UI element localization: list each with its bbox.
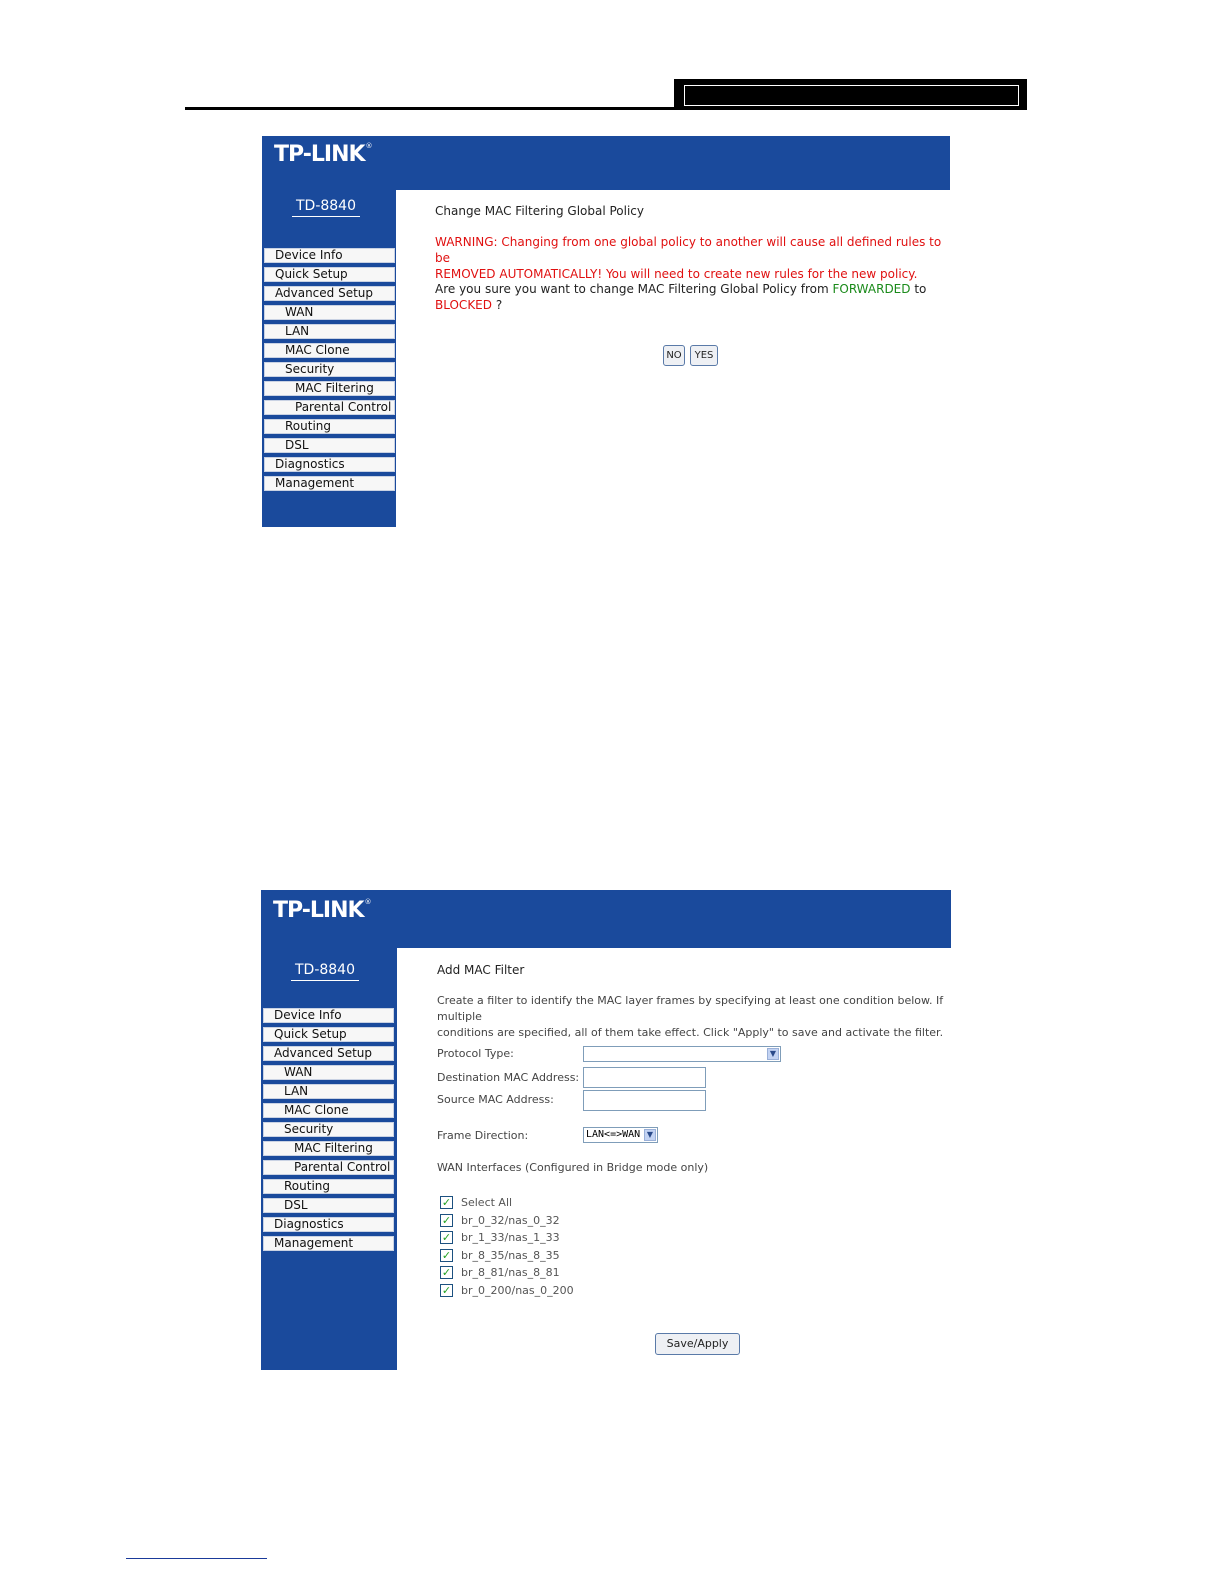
sidebar-item-advanced-setup[interactable]: Advanced Setup [263,1046,394,1061]
top-banner [262,136,950,190]
source-mac-label: Source MAC Address: [437,1093,554,1106]
sidebar-item-mac-clone[interactable]: MAC Clone [263,1103,394,1118]
no-button[interactable]: NO [663,345,685,366]
sidebar-item-lan[interactable]: LAN [264,324,395,339]
frame-direction-select[interactable]: LAN<=>WAN ▼ [583,1127,658,1143]
sidebar [262,190,396,527]
checkbox[interactable] [440,1249,453,1262]
sidebar-item-parental-control[interactable]: Parental Control [264,400,395,415]
to-policy: BLOCKED [435,298,493,312]
sidebar-item-mac-clone[interactable]: MAC Clone [264,343,395,358]
checkmark-icon: ✓ [441,1213,452,1227]
checkbox-label: br_1_33/nas_1_33 [461,1231,560,1244]
destination-mac-input[interactable] [583,1067,706,1088]
tp-link-logo: TP-LINK® [274,142,373,167]
sidebar-item-advanced-setup[interactable]: Advanced Setup [264,286,395,301]
chevron-down-icon: ▼ [767,1048,779,1060]
from-policy: FORWARDED [832,282,911,296]
destination-mac-label: Destination MAC Address: [437,1071,580,1084]
save-apply-button[interactable]: Save/Apply [655,1333,740,1355]
sidebar-item-quick-setup[interactable]: Quick Setup [264,267,395,282]
warning-message: WARNING: Changing from one global policy to another will cause all defined rules to be REMOVED AUTOMATICALLY! You will need to create new rules for the new policy. [435,235,942,281]
sidebar-menu [263,1008,394,1255]
sidebar-item-diagnostics[interactable]: Diagnostics [263,1217,394,1232]
page-header-rule [185,107,1027,110]
checkbox[interactable] [440,1214,453,1227]
checkbox-label: Select All [461,1196,513,1209]
protocol-type-label: Protocol Type: [437,1047,514,1060]
frame-direction-label: Frame Direction: [437,1129,529,1142]
sidebar-item-dsl[interactable]: DSL [263,1198,394,1213]
protocol-type-select[interactable] [583,1046,781,1062]
sidebar-item-wan[interactable]: WAN [263,1065,394,1080]
sidebar-item-lan[interactable]: LAN [263,1084,394,1099]
main-content [397,948,951,1370]
source-mac-input[interactable] [583,1090,706,1111]
sidebar-menu [264,248,395,495]
checkmark-icon: ✓ [441,1266,452,1279]
sidebar-item-management[interactable]: Management [264,476,395,491]
sidebar-item-mac-filtering[interactable]: MAC Filtering [263,1141,394,1156]
checkbox[interactable] [440,1266,453,1279]
chevron-down-icon: ▼ [644,1129,656,1141]
top-banner [261,890,951,948]
checkmark-icon: ✓ [441,1196,452,1209]
sidebar-item-mac-filtering[interactable]: MAC Filtering [264,381,395,396]
page-title: Change MAC Filtering Global Policy [435,204,645,218]
page-title: Add MAC Filter [437,963,525,977]
policy-change-screenshot [262,136,950,527]
sidebar-item-device-info[interactable]: Device Info [263,1008,394,1023]
model-name: TD-8840 [291,962,359,981]
add-mac-filter-screenshot [261,890,951,1370]
page-header-tab [674,79,1027,110]
model-name: TD-8840 [292,198,360,217]
checkbox-label: br_0_32/nas_0_32 [461,1213,560,1227]
sidebar-item-dsl[interactable]: DSL [264,438,395,453]
checkmark-icon: ✓ [441,1248,452,1262]
sidebar [261,948,397,1370]
sidebar-item-management[interactable]: Management [263,1236,394,1251]
wan-interfaces-label: WAN Interfaces (Configured in Bridge mode only) [437,1161,709,1174]
tp-link-logo: TP-LINK® [273,898,372,923]
sidebar-item-routing[interactable]: Routing [264,419,395,434]
sidebar-item-device-info[interactable]: Device Info [264,248,395,263]
checkbox-label: br_8_35/nas_8_35 [461,1248,560,1262]
sidebar-item-wan[interactable]: WAN [264,305,395,320]
sidebar-item-parental-control[interactable]: Parental Control [263,1160,394,1175]
checkbox-label: br_8_81/nas_8_81 [461,1266,560,1279]
checkbox[interactable] [440,1284,453,1297]
checkbox-label: br_0_200/nas_0_200 [461,1283,574,1297]
checkbox[interactable] [440,1231,453,1244]
yes-button[interactable]: YES [690,345,718,366]
checkmark-icon: ✓ [441,1231,452,1244]
filter-description: Create a filter to identify the MAC layer frames by specifying at least one condition below. If multiple conditions are specified, all of them take effect. Click "Apply" to save and activate the filter. [437,994,944,1039]
checkmark-icon: ✓ [441,1283,452,1297]
sidebar-item-security[interactable]: Security [264,362,395,377]
sidebar-item-diagnostics[interactable]: Diagnostics [264,457,395,472]
sidebar-item-security[interactable]: Security [263,1122,394,1137]
page-footer-link-rule [126,1558,267,1559]
sidebar-item-routing[interactable]: Routing [263,1179,394,1194]
checkbox[interactable] [440,1196,453,1209]
sidebar-item-quick-setup[interactable]: Quick Setup [263,1027,394,1042]
confirm-question: Are you sure you want to change MAC Filtering Global Policy from FORWARDED to BLOCKED ? [435,282,927,312]
main-content [396,190,950,527]
